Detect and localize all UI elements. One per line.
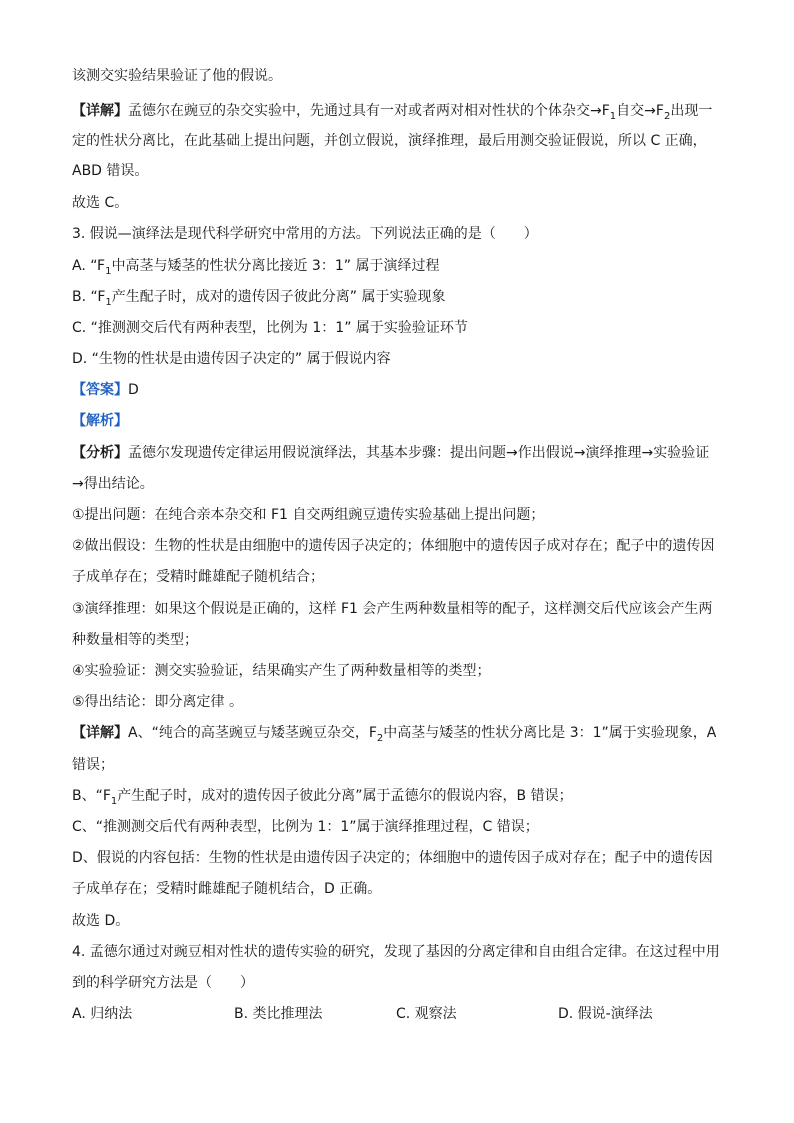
question-3-option-b: B. “$F_1$产生配子时，成对的遗传因子彼此分离” 属于实验现象 <box>72 289 446 308</box>
question-4-stem-1: 4. 孟德尔通过对豌豆相对性状的遗传实验的研究，发现了基因的分离定律和自由组合定律。在这过程中用 <box>72 944 720 960</box>
detail-label: 【详解】 <box>72 725 128 741</box>
step-2-line-2: 子成单存在；受精时雌雄配子随机结合； <box>72 569 324 585</box>
detail-1-choice: 故选 C。 <box>72 195 129 211</box>
analysis-line-2: →得出结论。 <box>72 476 154 492</box>
detail-2-option-d-line-2: 子成单存在；受精时雌雄配子随机结合，D 正确。 <box>72 881 382 897</box>
question-4-option-a: A. 归纳法 <box>72 1006 133 1022</box>
detail-1-line-3: ABD 错误。 <box>72 163 149 179</box>
detail-2-option-c: C、“推测测交后代有两种表型，比例为 1：1”属于演绎推理过程，C 错误； <box>72 819 539 835</box>
step-2-line-1: ②做出假设：生物的性状是由细胞中的遗传因子决定的；体细胞中的遗传因子成对存在；配子中的遗传因 <box>72 538 715 554</box>
question-3-option-a: A. “$F_1$中高茎与矮茎的性状分离比接近 3：1” 属于演绎过程 <box>72 258 440 277</box>
question-4-stem-2: 到的科学研究方法是（ ） <box>72 975 254 991</box>
answer-line <box>72 380 139 400</box>
detail-2-choice: 故选 D。 <box>72 913 130 929</box>
question-4-option-d: D. 假说-演绎法 <box>558 1006 653 1022</box>
step-3-line-2: 种数量相等的类型； <box>72 632 198 648</box>
step-3-line-1: ③演绎推理：如果这个假说是正确的，这样 F1 会产生两种数量相等的配子，这样测交后代应该会产生两 <box>72 601 713 617</box>
detail-1-line-1: 【详解】孟德尔在豌豆的杂交实验中，先通过具有一对或者两对相对性状的个体杂交$\to F_1$自交$\to F_2$出现一 <box>72 103 713 122</box>
detail-2-line-1: 【详解】A、“纯合的高茎豌豆与矮茎豌豆杂交，$F_2$中高茎与矮茎的性状分离比是 3：1”属于实验现象，A <box>72 725 717 744</box>
detail-1-line-2: 定的性状分离比，在此基础上提出问题，并创立假说，演绎推理，最后用测交验证假说，所以 C 正确， <box>72 133 707 149</box>
step-5: ⑤得出结论：即分离定律 。 <box>72 694 244 710</box>
detail-2-option-d-line-1: D、假说的内容包括：生物的性状是由遗传因子决定的；体细胞中的遗传因子成对存在；配子中的遗传因 <box>72 850 713 866</box>
question-3-option-c: C. “推测测交后代有两种表型，比例为 1：1” 属于实验验证环节 <box>72 320 468 336</box>
analysis-label: 【分析】 <box>72 445 128 461</box>
question-4-option-c: C. 观察法 <box>396 1006 457 1022</box>
answer-value: D <box>128 382 139 398</box>
detail-2-option-b: B、“$F_1$产生配子时，成对的遗传因子彼此分离”属于孟德尔的假说内容，B 错误； <box>72 788 573 807</box>
analysis-line-1: 【分析】孟德尔发现遗传定律运用假说演绎法，其基本步骤：提出问题→作出假说→演绎推理→实验验证 <box>72 445 710 461</box>
step-4: ④实验验证：测交实验验证，结果确实产生了两种数量相等的类型； <box>72 663 491 679</box>
detail-2-line-2: 错误； <box>72 757 114 773</box>
question-4-option-b: B. 类比推理法 <box>234 1006 323 1022</box>
text-line: 该测交实验结果验证了他的假说。 <box>72 68 282 84</box>
question-3-option-d: D. “生物的性状是由遗传因子决定的” 属于假说内容 <box>72 351 391 367</box>
step-1: ①提出问题：在纯合亲本杂交和 F1 自交两组豌豆遗传实验基础上提出问题； <box>72 507 545 523</box>
answer-label: 【答案】 <box>72 382 128 398</box>
question-3-stem: 3. 假说—演绎法是现代科学研究中常用的方法。下列说法正确的是（ ） <box>72 226 538 242</box>
analysis-heading: 【解析】 <box>72 413 128 429</box>
detail-label: 【详解】 <box>72 103 128 119</box>
